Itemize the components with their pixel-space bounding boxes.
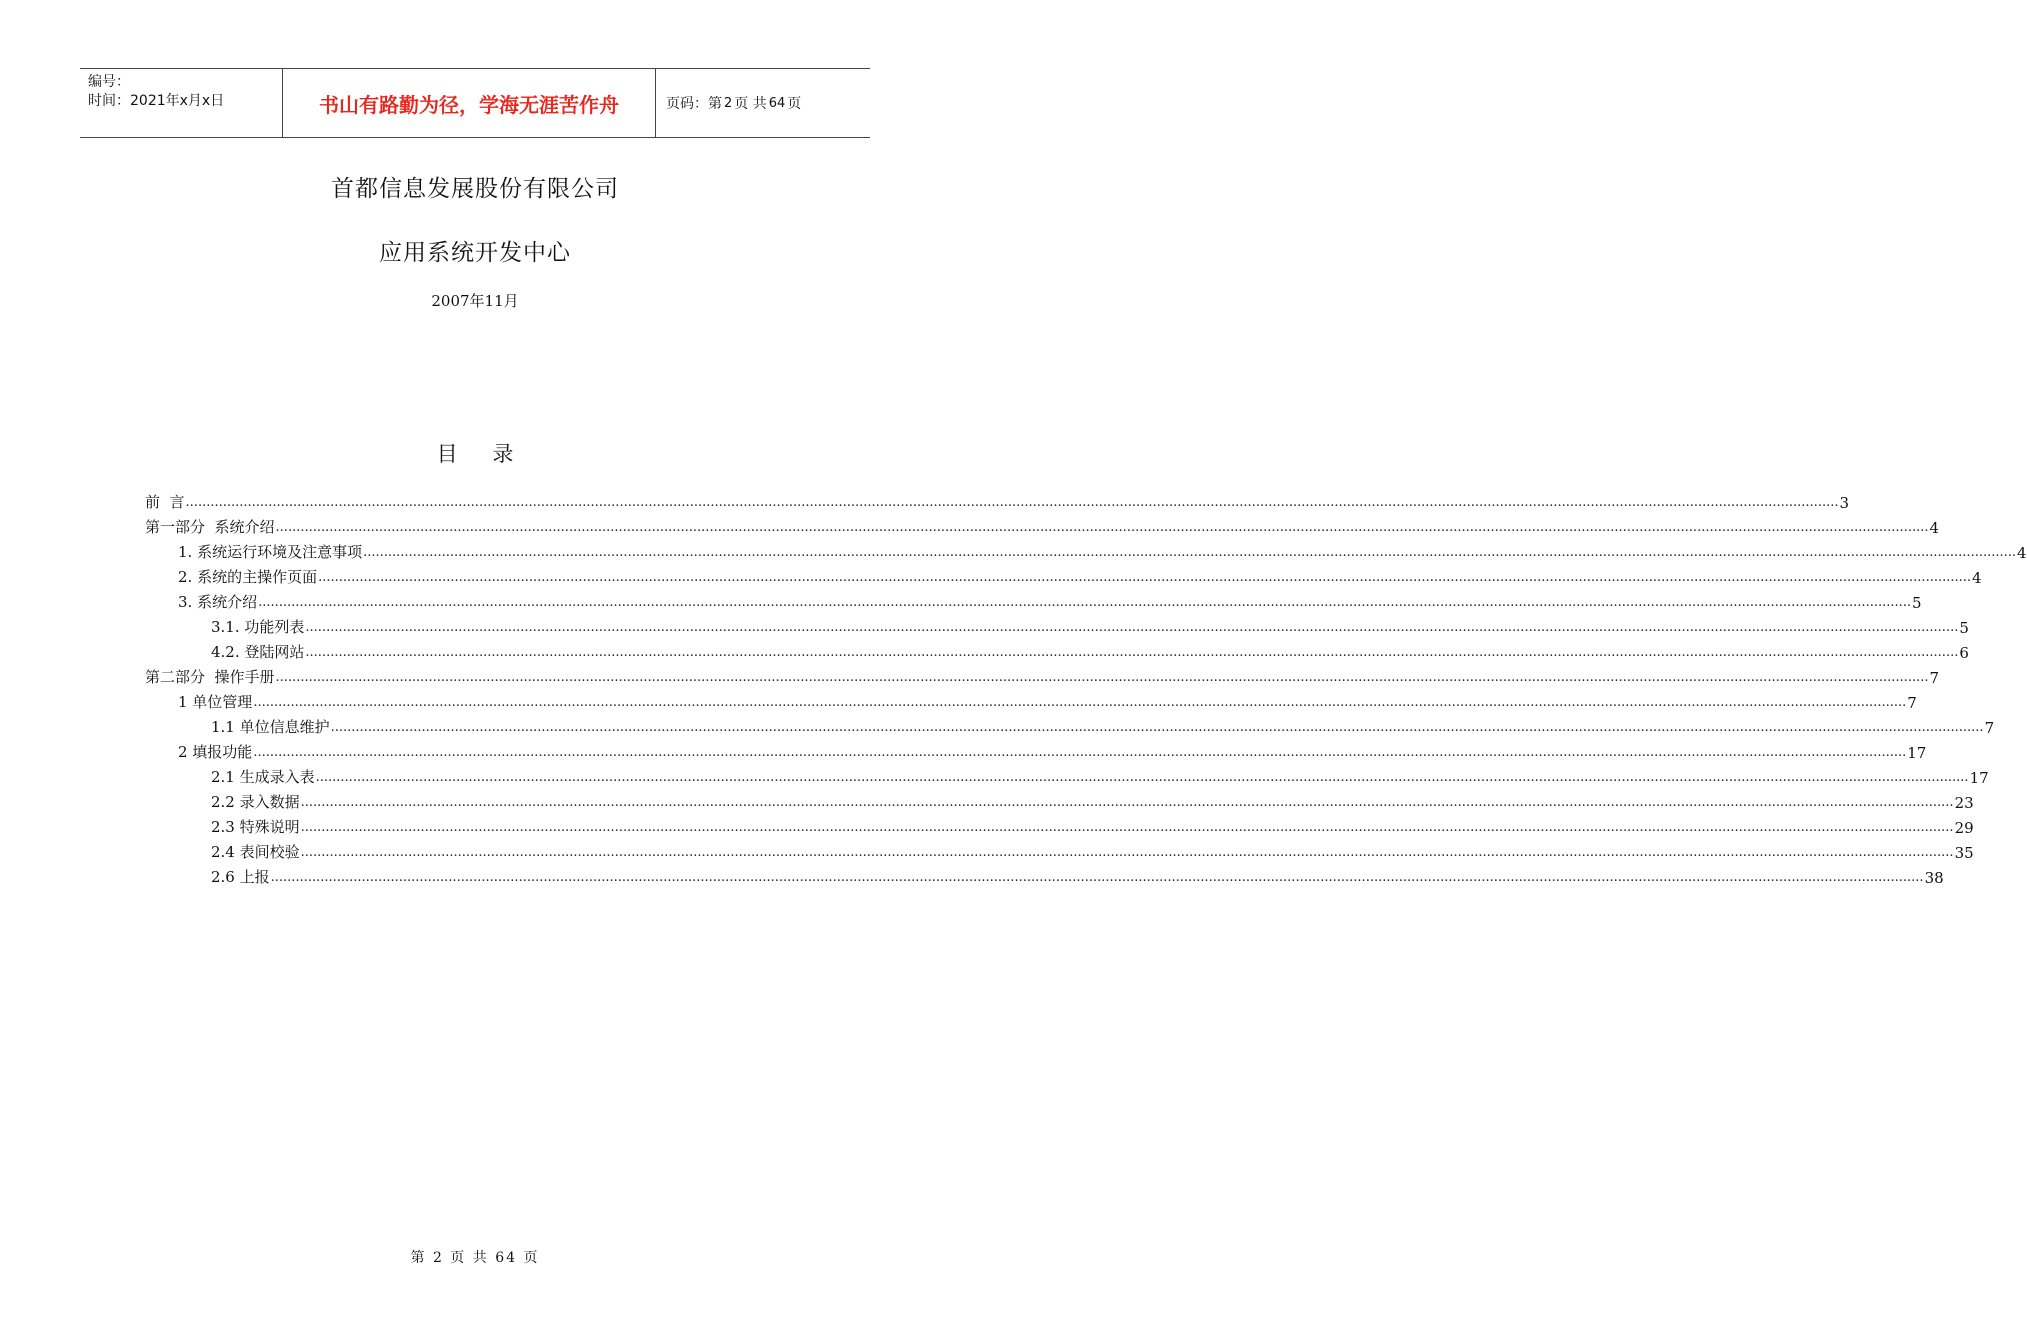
toc-entry[interactable] xyxy=(178,590,1922,612)
toc-entry[interactable] xyxy=(211,640,1969,662)
toc-entry-page: 17 xyxy=(1969,769,1989,787)
toc-entry-label: 1. 系统运行环境及注意事项 xyxy=(178,543,363,561)
toc-entry-page: 4 xyxy=(1972,569,1982,587)
department-title: 应用系统开发中心 xyxy=(379,240,571,266)
toc-leader-dots: ................................................................................................................................................................................................................................................................................................................................................................................................................ xyxy=(315,770,1969,785)
toc-entry-page: 7 xyxy=(1929,669,1940,687)
toc-entry-page: 17 xyxy=(1907,744,1927,762)
document-date: 2007年11月 xyxy=(431,292,519,310)
toc-entry-label: 2.6 上报 xyxy=(211,868,270,886)
toc-entry[interactable] xyxy=(145,490,1850,512)
toc-entry-page: 29 xyxy=(1954,819,1974,837)
toc-entry-label: 2. 系统的主操作页面 xyxy=(178,568,318,586)
toc-entry-page: 23 xyxy=(1954,794,1974,812)
toc-leader-dots: ................................................................................................................................................................................................................................................................................................................................................................................................................ xyxy=(300,845,1954,860)
header-meta xyxy=(80,69,282,137)
toc-entry-page: 35 xyxy=(1954,844,1974,862)
toc-leader-dots: ................................................................................................................................................................................................................................................................................................................................................................................................................ xyxy=(300,820,1954,835)
toc-leader-dots: ................................................................................................................................................................................................................................................................................................................................................................................................................ xyxy=(253,745,1907,760)
toc-entry[interactable] xyxy=(211,840,1974,862)
toc-leader-dots: ................................................................................................................................................................................................................................................................................................................................................................................................................ xyxy=(270,870,1924,885)
toc-entry[interactable] xyxy=(178,565,1982,587)
toc-entry-page: 5 xyxy=(1912,594,1922,612)
toc-leader-dots: ................................................................................................................................................................................................................................................................................................................................................................................................................ xyxy=(330,720,1984,735)
toc-entry[interactable] xyxy=(178,540,2027,562)
toc-leader-dots: ................................................................................................................................................................................................................................................................................................................................................................................................................ xyxy=(363,545,2017,560)
toc-entry[interactable] xyxy=(211,615,1969,637)
toc-leader-dots: ................................................................................................................................................................................................................................................................................................................................................................................................................ xyxy=(253,695,1907,710)
toc-entry-label: 2.1 生成录入表 xyxy=(211,768,315,786)
toc-entry-page: 7 xyxy=(1907,694,1917,712)
page-header xyxy=(80,68,870,138)
toc-leader-dots: ................................................................................................................................................................................................................................................................................................................................................................................................................ xyxy=(300,795,1954,810)
toc-entry-label: 3.1. 功能列表 xyxy=(211,618,305,636)
toc-entry-page: 5 xyxy=(1959,619,1969,637)
toc-entry-label: 1 单位管理 xyxy=(178,693,253,711)
toc-entry-page: 6 xyxy=(1959,644,1969,662)
toc-leader-dots: ................................................................................................................................................................................................................................................................................................................................................................................................................ xyxy=(305,620,1959,635)
page-current: 2 xyxy=(724,95,733,111)
time-label: 时间：2021年x月x日 xyxy=(88,93,225,109)
toc-entry-label: 2 填报功能 xyxy=(178,743,253,761)
toc-entry[interactable] xyxy=(211,715,1995,737)
toc-leader-dots: ................................................................................................................................................................................................................................................................................................................................................................................................................ xyxy=(318,570,1972,585)
organization-title: 首都信息发展股份有限公司 xyxy=(331,176,619,202)
toc-entry[interactable] xyxy=(211,815,1974,837)
toc-entry[interactable] xyxy=(178,740,1927,762)
toc-entry-label: 3. 系统介绍 xyxy=(178,593,258,611)
toc-entry-page: 3 xyxy=(1839,494,1850,512)
toc-entry-label: 前 言 xyxy=(145,493,185,511)
toc-entry-label: 2.3 特殊说明 xyxy=(211,818,300,836)
toc-entry-label: 1.1 单位信息维护 xyxy=(211,718,330,736)
toc-entry-page: 38 xyxy=(1924,869,1944,887)
header-motto: 书山有路勤为径，学海无涯苦作舟 xyxy=(282,69,656,137)
toc-leader-dots: ................................................................................................................................................................................................................................................................................................................................................................................................................ xyxy=(275,670,1929,685)
toc-entry[interactable] xyxy=(211,865,1944,887)
toc-entry-label: 2.2 录入数据 xyxy=(211,793,300,811)
toc-entry-page: 4 xyxy=(2017,544,2027,562)
toc-leader-dots: ................................................................................................................................................................................................................................................................................................................................................................................................................ xyxy=(305,645,1959,660)
toc-entry-label: 第一部分 系统介绍 xyxy=(145,518,275,536)
toc-leader-dots: ................................................................................................................................................................................................................................................................................................................................................................................................................ xyxy=(185,495,1839,510)
toc-entry[interactable] xyxy=(211,790,1974,812)
toc-title: 目 录 xyxy=(436,442,528,466)
page-footer: 第 2 页 共 64 页 xyxy=(410,1250,540,1266)
page-suffix: 页 xyxy=(787,96,802,112)
page-mid: 页 共 xyxy=(734,96,767,112)
toc-entry[interactable] xyxy=(211,765,1989,787)
toc-entry-label: 4.2. 登陆网站 xyxy=(211,643,305,661)
toc-entry-label: 第二部分 操作手册 xyxy=(145,668,275,686)
toc-entry[interactable] xyxy=(145,665,1940,687)
toc-entry-page: 7 xyxy=(1984,719,1995,737)
toc-leader-dots: ................................................................................................................................................................................................................................................................................................................................................................................................................ xyxy=(258,595,1912,610)
header-page-info xyxy=(656,69,870,137)
toc-entry[interactable] xyxy=(178,690,1917,712)
page-total: 64 xyxy=(768,95,786,111)
toc-entry[interactable] xyxy=(145,515,1940,537)
toc-entry-label: 2.4 表间校验 xyxy=(211,843,300,861)
toc-leader-dots: ................................................................................................................................................................................................................................................................................................................................................................................................................ xyxy=(275,520,1929,535)
toc-entry-page: 4 xyxy=(1929,519,1940,537)
page-prefix: 页码：第 xyxy=(666,96,722,112)
number-label: 编号： xyxy=(88,74,130,90)
